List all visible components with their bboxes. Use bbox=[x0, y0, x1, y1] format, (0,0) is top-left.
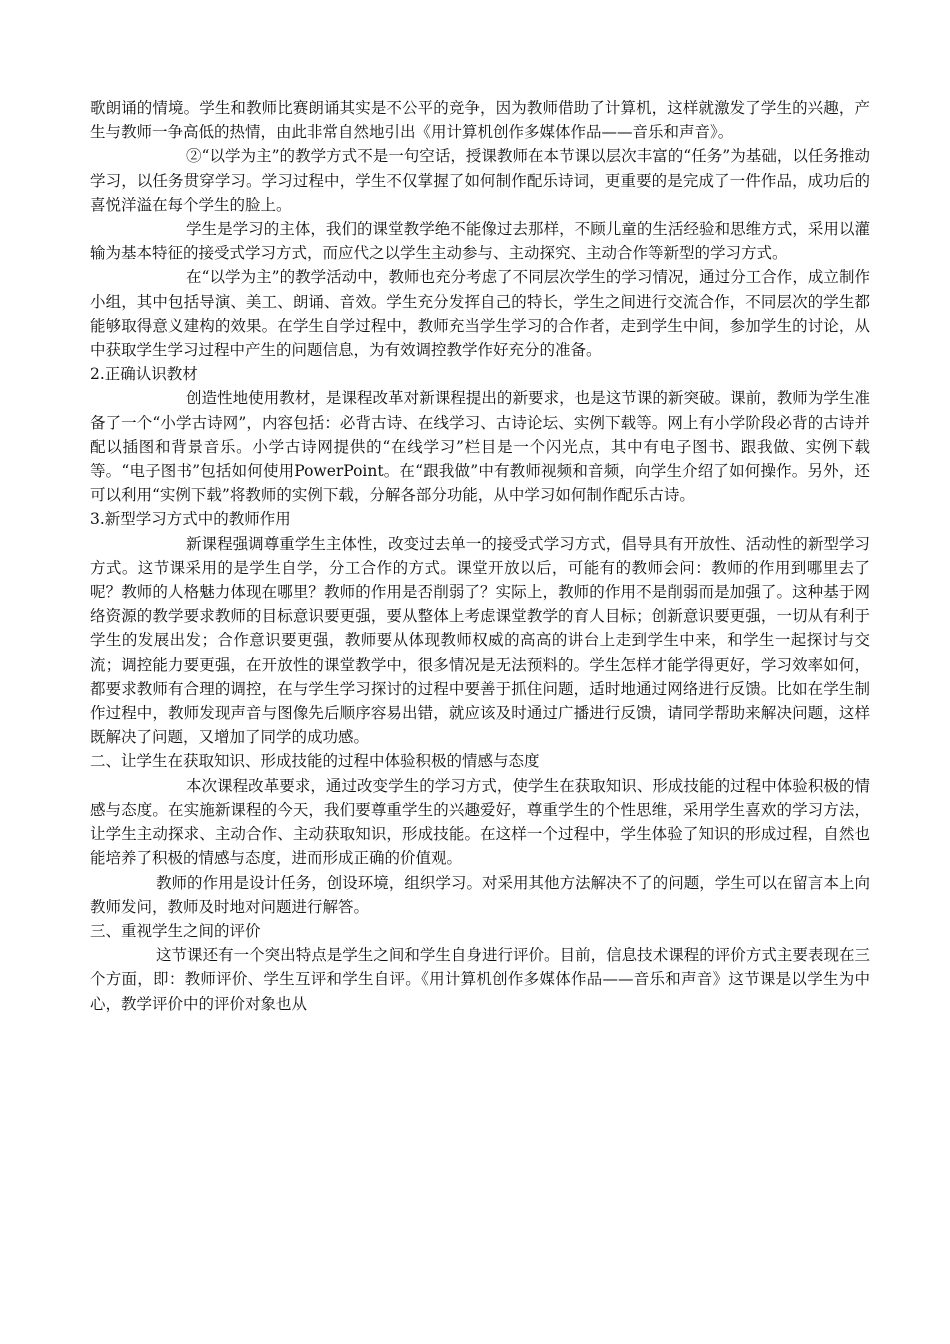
paragraph-evaluation: 这节课还有一个突出特点是学生之间和学生自身进行评价。目前，信息技术课程的评价方式主要表现在三个方面，即：教师评价、学生互评和学生自评。《用计算机创作多媒体作品——音乐和声音》这节课是以学生为中心，教学评价中的评价对象也从 bbox=[90, 946, 870, 1013]
paragraph-teacher-tasks: 教师的作用是设计任务，创设环境，组织学习。对采用其他方法解决不了的问题，学生可以在留言本上向教师发问，教师及时地对问题进行解答。 bbox=[90, 873, 870, 916]
paragraph-curriculum-reform: 本次课程改革要求，通过改变学生的学习方式，使学生在获取知识、形成技能的过程中体验积极的情感与态度。在实施新课程的今天，我们要尊重学生的兴趣爱好，尊重学生的个性思维，采用学生喜欢的学习方法，让学生主动探求、主动合作、主动获取知识，形成技能。在这样一个过程中，学生体验了知识的形成过程，自然也能培养了积极的情感与态度，进而形成正确的价值观。 bbox=[90, 776, 870, 868]
paragraph-recitation-context: 歌朗诵的情境。学生和教师比赛朗诵其实是不公平的竞争，因为教师借助了计算机，这样就激发了学生的兴趣，产生与教师一争高低的热情，由此非常自然地引出《用计算机创作多媒体作品——音乐和声音》。 bbox=[90, 99, 870, 142]
section-heading-emotion-attitude: 二、让学生在获取知识、形成技能的过程中体验积极的情感与态度 bbox=[90, 752, 540, 771]
section-heading-peer-evaluation: 三、重视学生之间的评价 bbox=[90, 921, 261, 940]
section-heading-teacher-role: 3.新型学习方式中的教师作用 bbox=[90, 510, 291, 529]
paragraph-group-cooperation: 在“以学为主”的教学活动中，教师也充分考虑了不同层次学生的学习情况，通过分工合作，成立制作小组，其中包括导演、美工、朗诵、音效。学生充分发挥自己的特长，学生之间进行交流合作，不同层次的学生都能够取得意义建构的效果。在学生自学过程中，教师充当学生学习的合作者，走到学生中间，参加学生的讨论，从中获取学生学习过程中产生的问题信息，为有效调控教学作好充分的准备。 bbox=[90, 268, 870, 360]
paragraph-textbook-use: 创造性地使用教材，是课程改革对新课程提出的新要求，也是这节课的新突破。课前，教师为学生准备了一个“小学古诗网”，内容包括：必背古诗、在线学习、古诗论坛、实例下载等。网上有小学阶段必背的古诗并配以插图和背景音乐。小学古诗网提供的“在线学习”栏目是一个闪光点，其中有电子图书、跟我做、实例下载等。“电子图书”包括如何使用PowerPoint。在“跟我做”中有教师视频和音频，向学生介绍了如何操作。另外，还可以利用“实例下载”将教师的实例下载，分解各部分功能，从中学习如何制作配乐古诗。 bbox=[90, 389, 870, 505]
document-page bbox=[90, 96, 870, 1016]
paragraph-student-centered-tasks: ②“以学为主”的教学方式不是一句空话，授课教师在本节课以层次丰富的“任务”为基础，以任务推动学习，以任务贯穿学习。学习过程中，学生不仅掌握了如何制作配乐诗词，更重要的是完成了一件作品，成功后的喜悦洋溢在每个学生的脸上。 bbox=[90, 147, 870, 214]
section-heading-textbook: 2.正确认识教材 bbox=[90, 365, 198, 384]
paragraph-student-subject: 学生是学习的主体，我们的课堂教学绝不能像过去那样，不顾儿童的生活经验和思维方式，采用以灌输为基本特征的接受式学习方式，而应代之以学生主动参与、主动探究、主动合作等新型的学习方式。 bbox=[90, 220, 870, 263]
paragraph-teacher-role: 新课程强调尊重学生主体性，改变过去单一的接受式学习方式，倡导具有开放性、活动性的新型学习方式。这节课采用的是学生自学，分工合作的方式。课堂开放以后，可能有的教师会问：教师的作用到哪里去了呢？教师的人格魅力体现在哪里？教师的作用是否削弱了？实际上，教师的作用不是削弱而是加强了。这种基于网络资源的教学要求教师的目标意识要更强，要从整体上考虑课堂教学的育人目标；创新意识要更强，一切从有利于学生的发展出发；合作意识要更强，教师要从体现教师权威的高高的讲台上走到学生中来，和学生一起探讨与交流；调控能力要更强，在开放性的课堂教学中，很多情况是无法预料的。学生怎样才能学得更好，学习效率如何，都要求教师有合理的调控，在与学生学习探讨的过程中要善于抓住问题，适时地通过网络进行反馈。比如在学生制作过程中，教师发现声音与图像先后顺序容易出错，就应该及时通过广播进行反馈，请同学帮助来解决问题，这样既解决了问题，又增加了同学的成功感。 bbox=[90, 534, 870, 747]
